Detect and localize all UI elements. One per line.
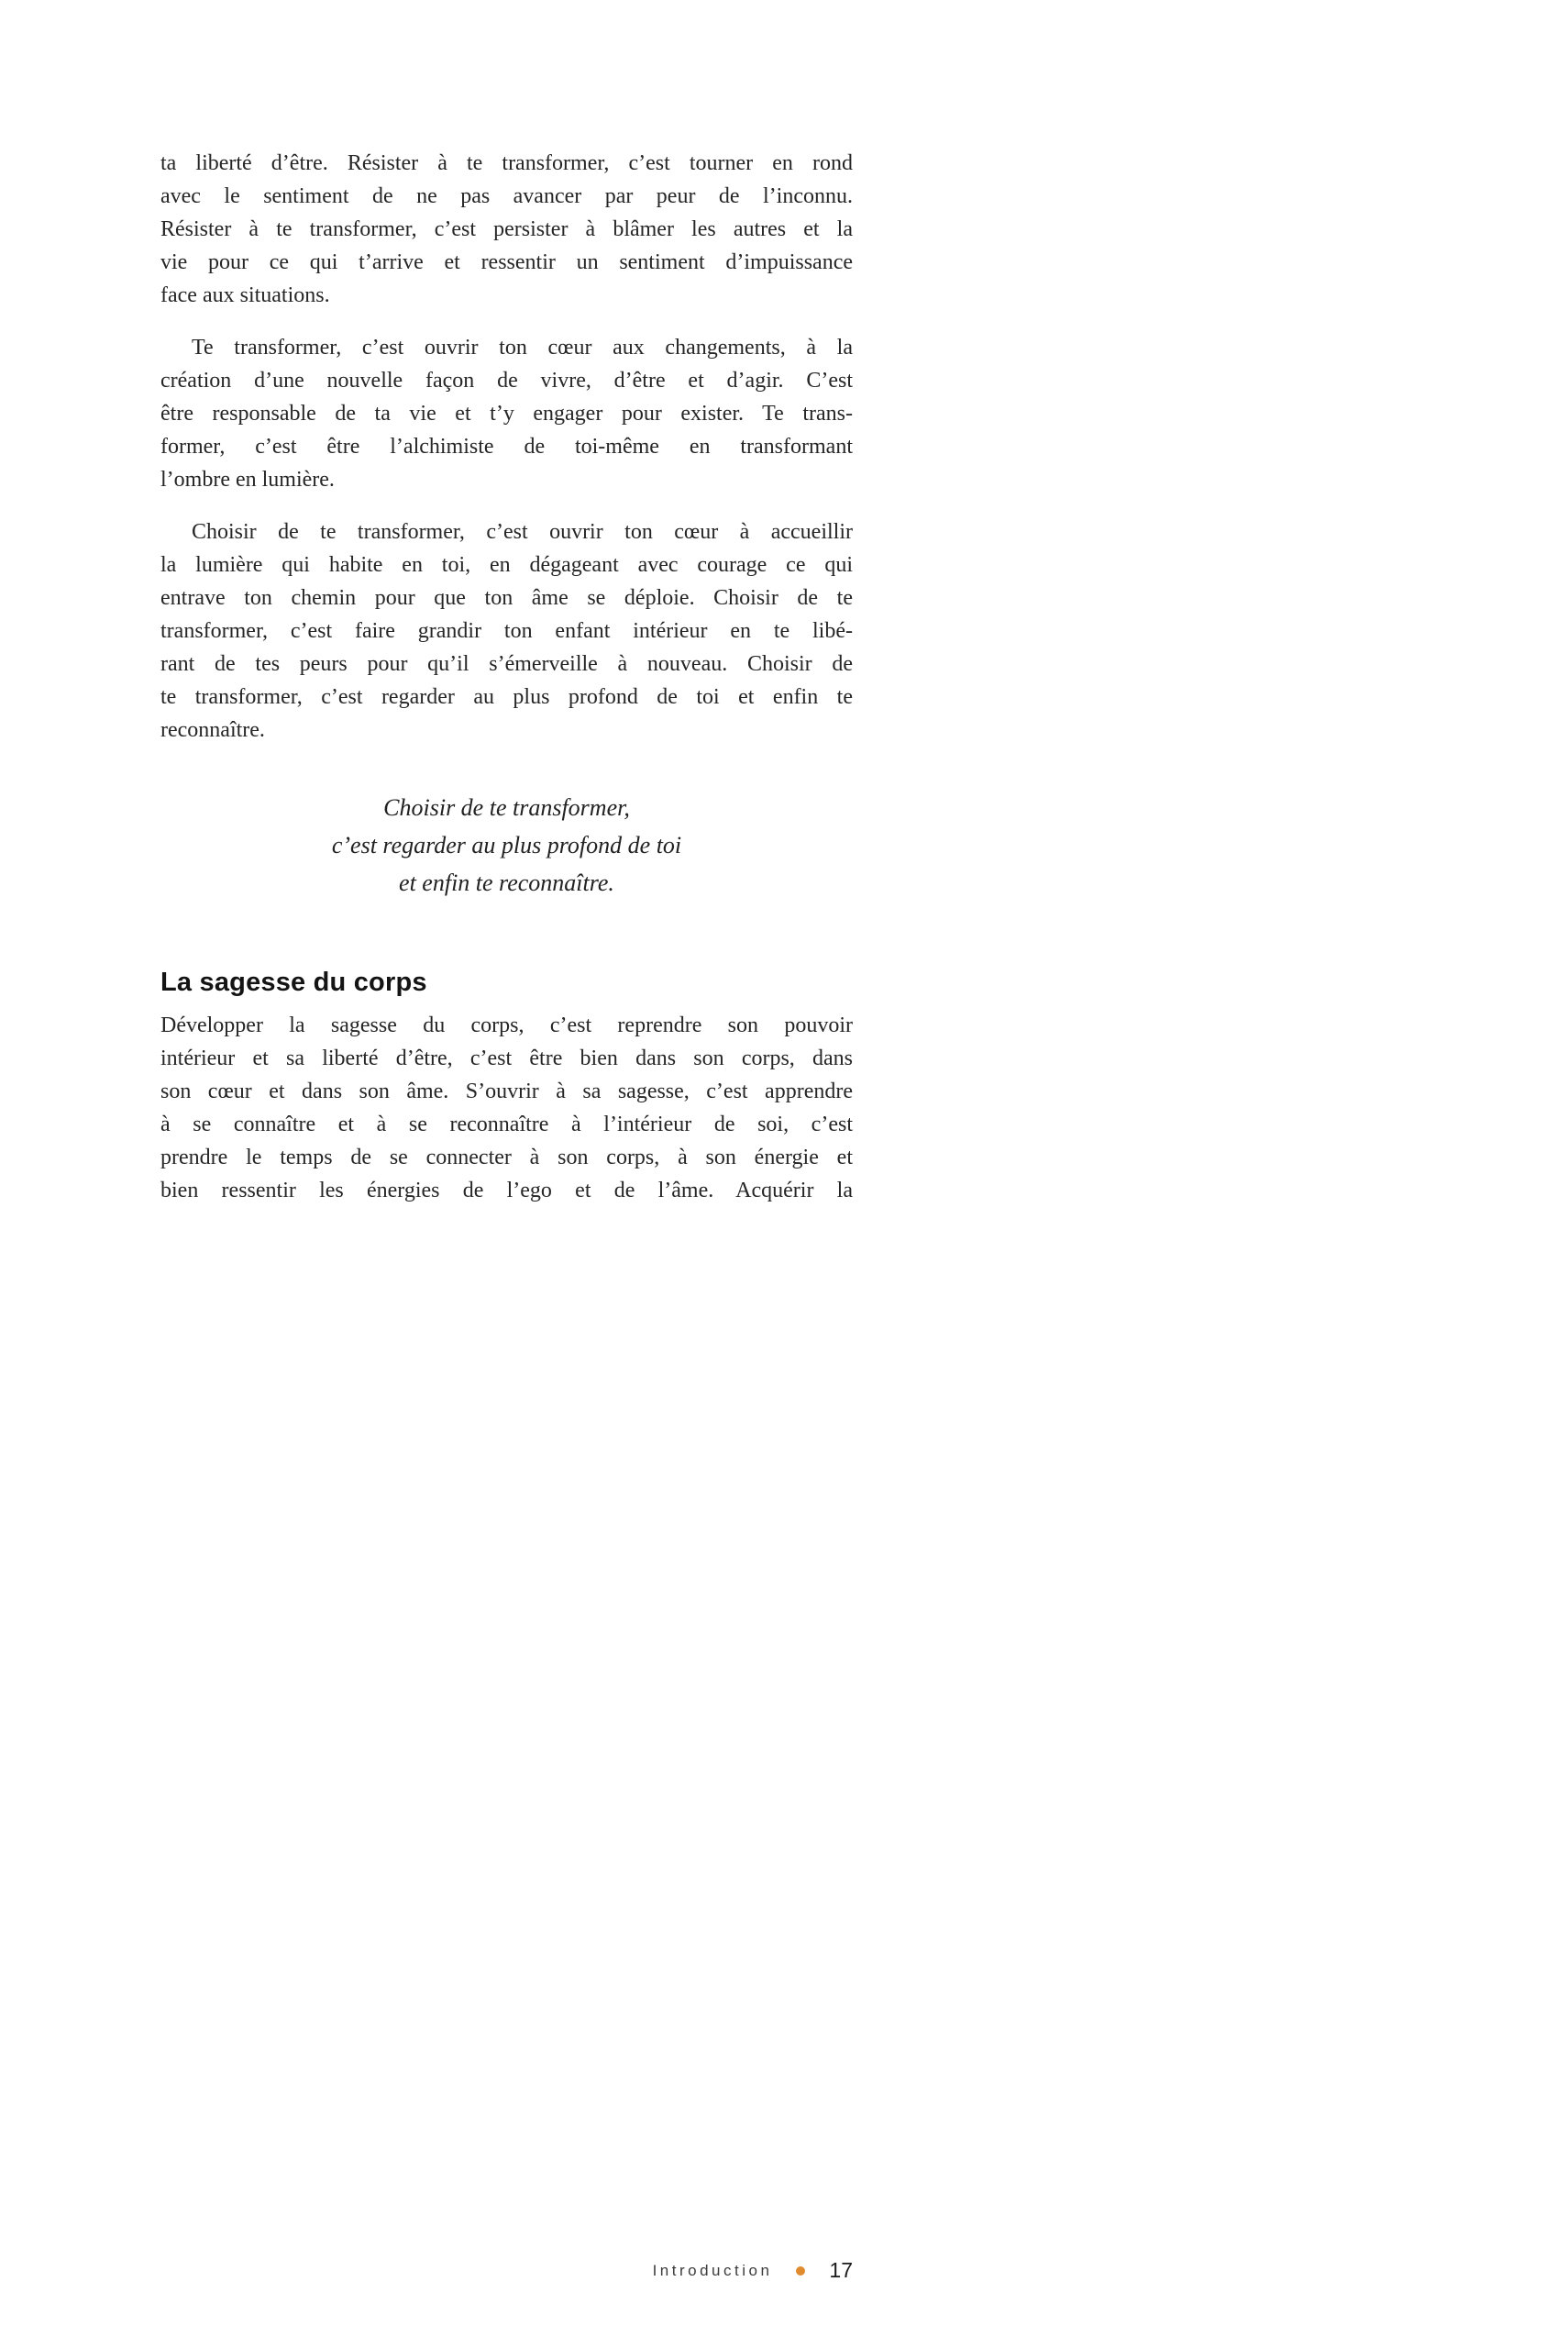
text-line: transformer, c’est faire grandir ton enfant intérieur en te libé-: [160, 619, 853, 643]
text-line: intérieur et sa liberté d’être, c’est être bien dans son corps, dans: [160, 1047, 853, 1070]
text-line: l’ombre en lumière.: [160, 468, 335, 492]
text-line: et enfin te reconnaître.: [399, 869, 614, 896]
page-footer: [160, 2258, 853, 2283]
text-line: former, c’est être l’alchimiste de toi-même en transformant: [160, 435, 853, 459]
text-block: [160, 147, 853, 1207]
page-number: 17: [829, 2258, 853, 2282]
text-line: la lumière qui habite en toi, en dégageant avec courage ce qui: [160, 553, 853, 577]
text-line: être responsable de ta vie et t’y engager pour exister. Te trans-: [160, 402, 853, 426]
text-line: te transformer, c’est regarder au plus profond de toi et enfin te: [160, 685, 853, 709]
bullet-icon: [796, 2266, 805, 2276]
body-paragraph: [160, 331, 853, 496]
text-line: Choisir de te transformer, c’est ouvrir ton cœur à accueillir: [192, 520, 853, 544]
footer-chapter-label: Introduction: [652, 2261, 773, 2279]
text-line: entrave ton chemin pour que ton âme se déploie. Choisir de te: [160, 586, 853, 610]
text-line: Choisir de te transformer,: [383, 794, 630, 821]
body-paragraph: [160, 147, 853, 312]
text-line: Te transformer, c’est ouvrir ton cœur aux changements, à la: [192, 336, 853, 360]
text-line: bien ressentir les énergies de l’ego et de l’âme. Acquérir la: [160, 1179, 853, 1202]
text-line: prendre le temps de se connecter à son corps, à son énergie et: [160, 1146, 853, 1169]
body-paragraph: [160, 515, 853, 747]
text-line: ta liberté d’être. Résister à te transformer, c’est tourner en rond: [160, 151, 853, 175]
text-line: rant de tes peurs pour qu’il s’émerveille à nouveau. Choisir de: [160, 652, 853, 676]
text-line: c’est regarder au plus profond de toi: [331, 832, 682, 858]
body-paragraph: [160, 1009, 853, 1207]
text-line: reconnaître.: [160, 718, 265, 742]
text-line: face aux situations.: [160, 283, 330, 307]
text-line: création d’une nouvelle façon de vivre, d’être et d’agir. C’est: [160, 369, 853, 393]
text-line: à se connaître et à se reconnaître à l’intérieur de soi, c’est: [160, 1113, 853, 1136]
text-line: Développer la sagesse du corps, c’est reprendre son pouvoir: [160, 1013, 853, 1037]
text-line: Résister à te transformer, c’est persister à blâmer les autres et la: [160, 217, 853, 241]
text-line: vie pour ce qui t’arrive et ressentir un sentiment d’impuissance: [160, 250, 853, 274]
section-heading: La sagesse du corps: [160, 968, 427, 997]
text-line: son cœur et dans son âme. S’ouvrir à sa sagesse, c’est apprendre: [160, 1080, 853, 1103]
text-line: avec le sentiment de ne pas avancer par peur de l’inconnu.: [160, 184, 853, 208]
pull-quote: [160, 789, 853, 902]
